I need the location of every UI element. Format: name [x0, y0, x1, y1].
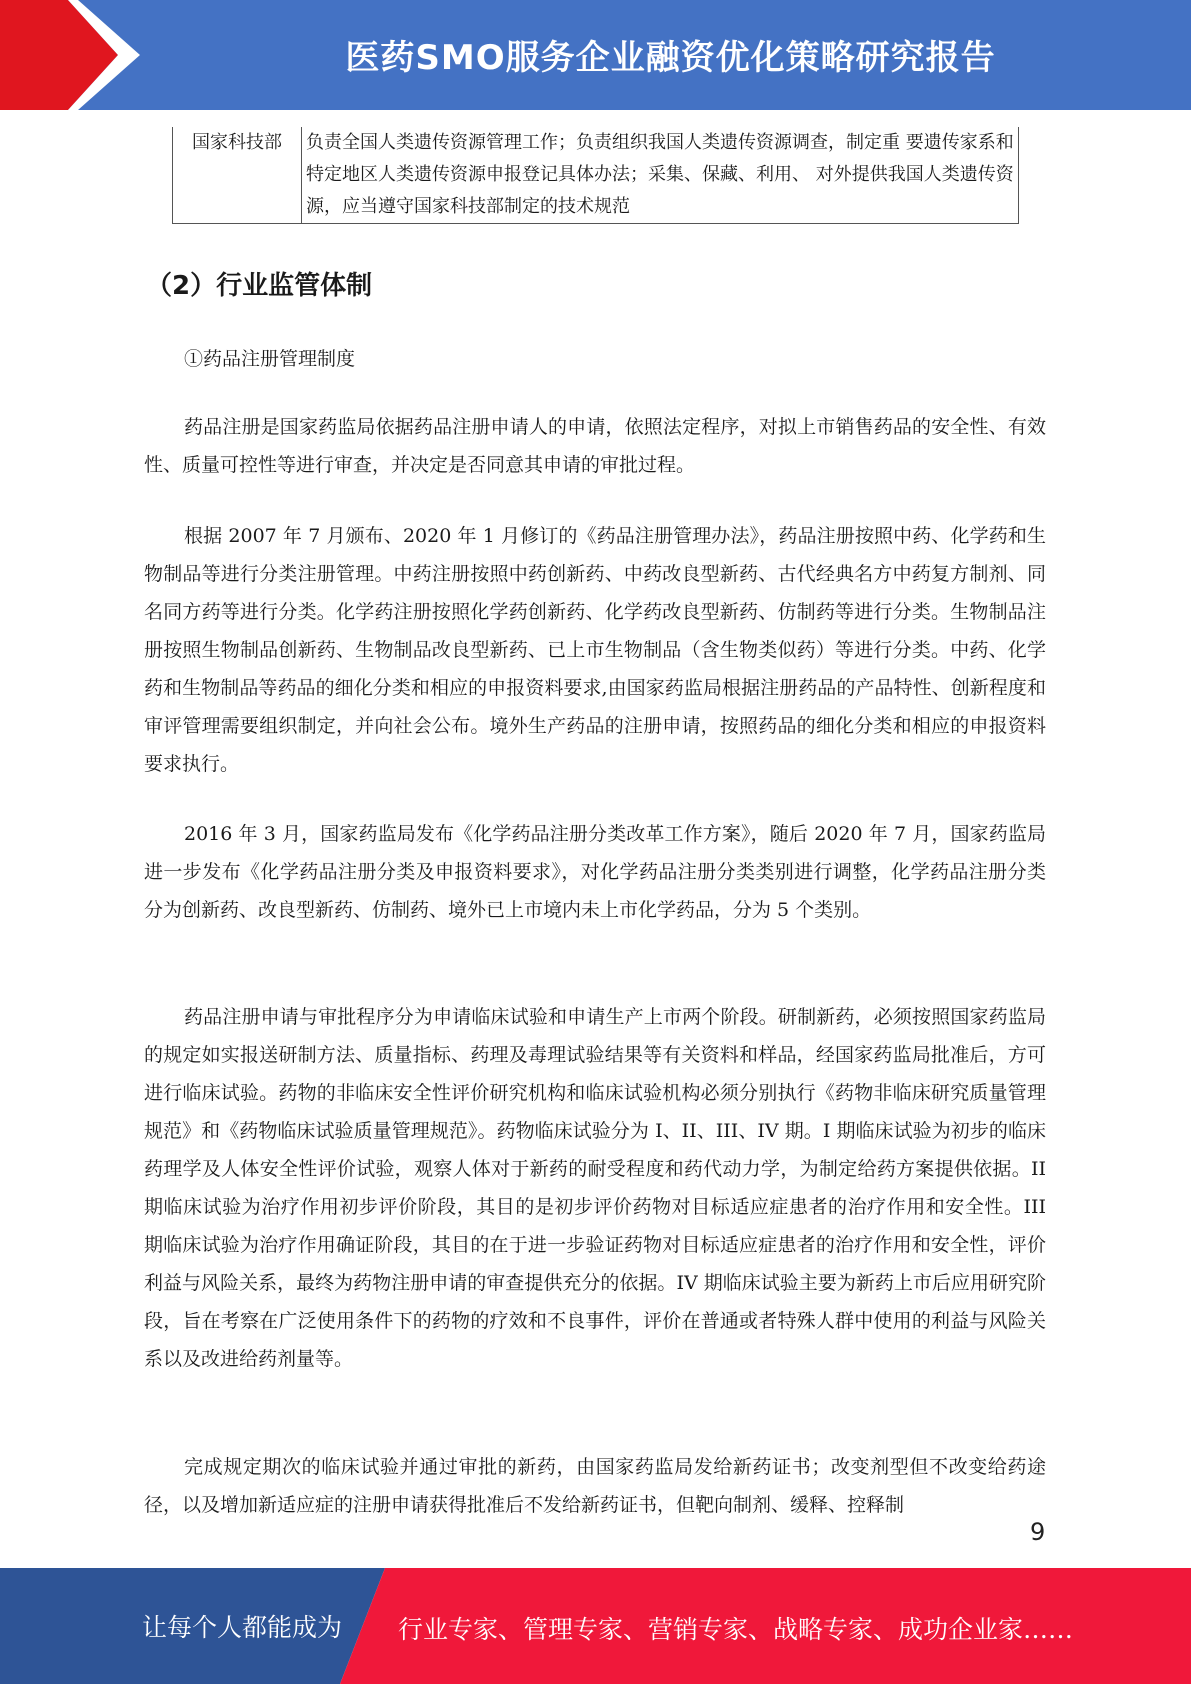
page-header	[0, 0, 1191, 110]
subheading: ①药品注册管理制度	[184, 348, 356, 370]
regulator-table	[172, 127, 1019, 224]
paragraph: 2016 年 3 月，国家药监局发布《化学药品注册分类改革工作方案》，随后 2020 年 7 月，国家药监局进一步发布《化学药品注册分类及申报资料要求》，对化学药品注册分类类别进行调整，化学药品注册分类分为创新药、改良型新药、仿制药、境外已上市境内未上市化学药品，分为 5 个类别。	[144, 823, 1046, 921]
paragraph: 药品注册申请与审批程序分为申请临床试验和申请生产上市两个阶段。研制新药，必须按照国家药监局的规定如实报送研制方法、质量指标、药理及毒理试验结果等有关资料和样品，经国家药监局批准后，方可进行临床试验。药物的非临床安全性评价研究机构和临床试验机构必须分别执行《药物非临床研究质量管理规范》和《药物临床试验质量管理规范》。药物临床试验分为 I、II、III、IV 期。I 期临床试验为初步的临床药理学及人体安全性评价试验，观察人体对于新药的耐受程度和药代动力学，为制定给药方案提供依据。II 期临床试验为治疗作用初步评价阶段，其目的是初步评价药物对目标适应症患者的治疗作用和安全性。III 期临床试验为治疗作用确证阶段，其目的在于进一步验证药物对目标适应症患者的治疗作用和安全性，评价利益与风险关系，最终为药物注册申请的审查提供充分的依据。IV 期临床试验主要为新药上市后应用研究阶段，旨在考察在广泛使用条件下的药物的疗效和不良事件，评价在普通或者特殊人群中使用的利益与风险关系以及改进给药剂量等。	[144, 1006, 1046, 1370]
paragraph: 药品注册是国家药监局依据药品注册申请人的申请，依照法定程序，对拟上市销售药品的安全性、有效性、质量可控性等进行审查，并决定是否同意其申请的审批过程。	[144, 416, 1046, 476]
header-arrow-decoration	[0, 0, 140, 110]
table-row	[173, 127, 1019, 224]
department-cell: 国家科技部	[173, 127, 302, 224]
footer-slogan-left: 让每个人都能成为	[142, 1613, 343, 1642]
report-title: 医药SMO服务企业融资优化策略研究报告	[345, 38, 996, 78]
page-footer	[0, 1568, 1191, 1684]
footer-slogan-right: 行业专家、管理专家、营销专家、战略专家、成功企业家……	[398, 1615, 1074, 1644]
duty-cell: 负责全国人类遗传资源管理工作；负责组织我国人类遗传资源调查，制定重 要遗传家系和特定地区人类遗传资源申报登记具体办法；采集、保藏、利用、 对外提供我国人类遗传资源，应当遵守国家科技部制定的技术规范	[302, 127, 1019, 224]
paragraph: 完成规定期次的临床试验并通过审批的新药，由国家药监局发给新药证书；改变剂型但不改变给药途径，以及增加新适应症的注册申请获得批准后不发给新药证书，但靶向制剂、缓释、控释制	[144, 1456, 1046, 1516]
page-number: 9	[1030, 1518, 1046, 1546]
paragraph: 根据 2007 年 7 月颁布、2020 年 1 月修订的《药品注册管理办法》，药品注册按照中药、化学药和生物制品等进行分类注册管理。中药注册按照中药创新药、中药改良型新药、古代经典名方中药复方制剂、同名同方药等进行分类。化学药注册按照化学药创新药、化学药改良型新药、仿制药等进行分类。生物制品注册按照生物制品创新药、生物制品改良型新药、已上市生物制品（含生物类似药）等进行分类。中药、化学药和生物制品等药品的细化分类和相应的申报资料要求,由国家药监局根据注册药品的产品特性、创新程度和审评管理需要组织制定，并向社会公布。境外生产药品的注册申请，按照药品的细化分类和相应的申报资料要求执行。	[144, 525, 1046, 775]
section-heading: （2）行业监管体制	[146, 271, 373, 301]
